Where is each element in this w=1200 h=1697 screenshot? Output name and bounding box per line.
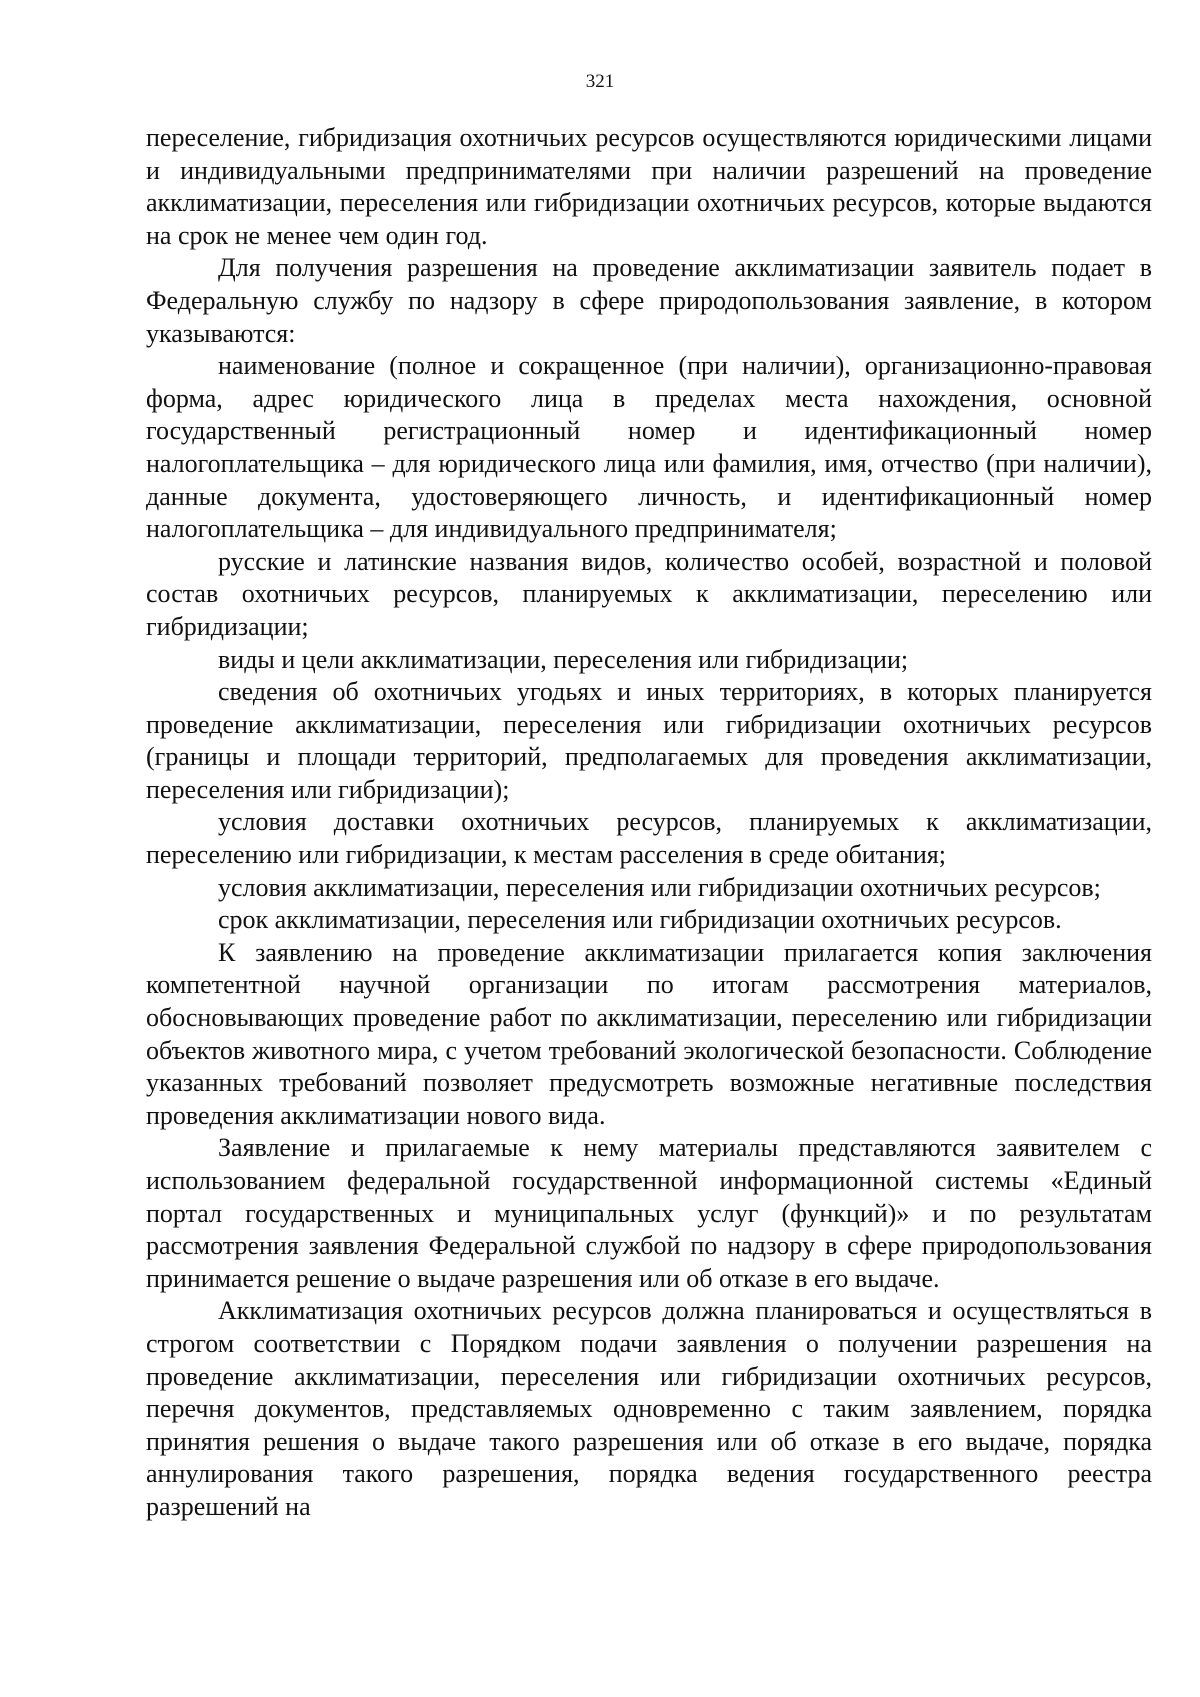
- document-body: [146, 122, 1152, 1524]
- list-item-acclimatization-conditions: условия акклиматизации, переселения или гибридизации охотничьих ресурсов;: [218, 872, 1101, 902]
- paragraph-scientific-conclusion: К заявлению на проведение акклиматизации прилагается копия заключения компетентной научной организации по итогам рассмотрения материалов, обосновывающих проведение работ по акклиматизации, переселению или гибридизации объектов животного мира, с учетом требований экологической безопасности. Соблюдение указанных требований позволяет предусмотреть возможные негативные последствия проведения акклиматизации нового вида.: [146, 937, 1152, 1130]
- list-item-species-names: русские и латинские названия видов, количество особей, возрастной и половой состав охотничьих ресурсов, планируемых к акклиматизации, переселению или гибридизации;: [146, 546, 1152, 641]
- list-item-types-goals: виды и цели акклиматизации, переселения или гибридизации;: [218, 644, 909, 674]
- page-number: 321: [585, 71, 615, 92]
- list-item-applicant-details: наименование (полное и сокращенное (при наличии), организационно-правовая форма, адрес юридического лица в пределах места нахождения, основной государственный регистрационный номер и идентификационный номер налогоплательщика – для юридического лица или фамилия, имя, отчество (при наличии), данные документа, удостоверяющего личность, и идентификационный номер налогоплательщика – для индивидуального предпринимателя;: [146, 351, 1152, 544]
- list-item-term: срок акклиматизации, переселения или гибридизации охотничьих ресурсов.: [218, 905, 1062, 935]
- list-item-delivery-conditions: условия доставки охотничьих ресурсов, планируемых к акклиматизации, переселению или гибридизации, к местам расселения в среде обитания;: [146, 807, 1152, 870]
- paragraph-continuation: переселение, гибридизация охотничьих ресурсов осуществляются юридическими лицами и индивидуальными предпринимателями при наличии разрешений на проведение акклиматизации, переселения или гибридизации охотничьих ресурсов, которые выдаются на срок не менее чем один год.: [146, 123, 1152, 250]
- list-item-hunting-grounds: сведения об охотничьих угодьях и иных территориях, в которых планируется проведение акклиматизации, переселения или гибридизации охотничьих ресурсов (границы и площади территорий, предполагаемых для проведения акклиматизации, переселения или гибридизации);: [146, 677, 1152, 804]
- paragraph-submission-portal: Заявление и прилагаемые к нему материалы представляются заявителем с использованием федеральной государственной информационной системы «Единый портал государственных и муниципальных услуг (функций)» и по результатам рассмотрения заявления Федеральной службой по надзору в сфере природопользования принимается решение о выдаче разрешения или об отказе в его выдаче.: [146, 1133, 1152, 1293]
- paragraph-acclimatization-planning: Акклиматизация охотничьих ресурсов должна планироваться и осуществляться в строгом соответствии с Порядком подачи заявления о получении разрешения на проведение акклиматизации, переселения или гибридизации охотничьих ресурсов, перечня документов, представляемых одновременно с таким заявлением, порядка принятия решения о выдаче такого разрешения или об отказе в его выдаче, порядка аннулирования такого разрешения, порядка ведения государственного реестра разрешений на: [146, 1296, 1152, 1521]
- paragraph-application-intro: Для получения разрешения на проведение акклиматизации заявитель подает в Федеральную службу по надзору в сфере природопользования заявление, в котором указываются:: [146, 253, 1152, 348]
